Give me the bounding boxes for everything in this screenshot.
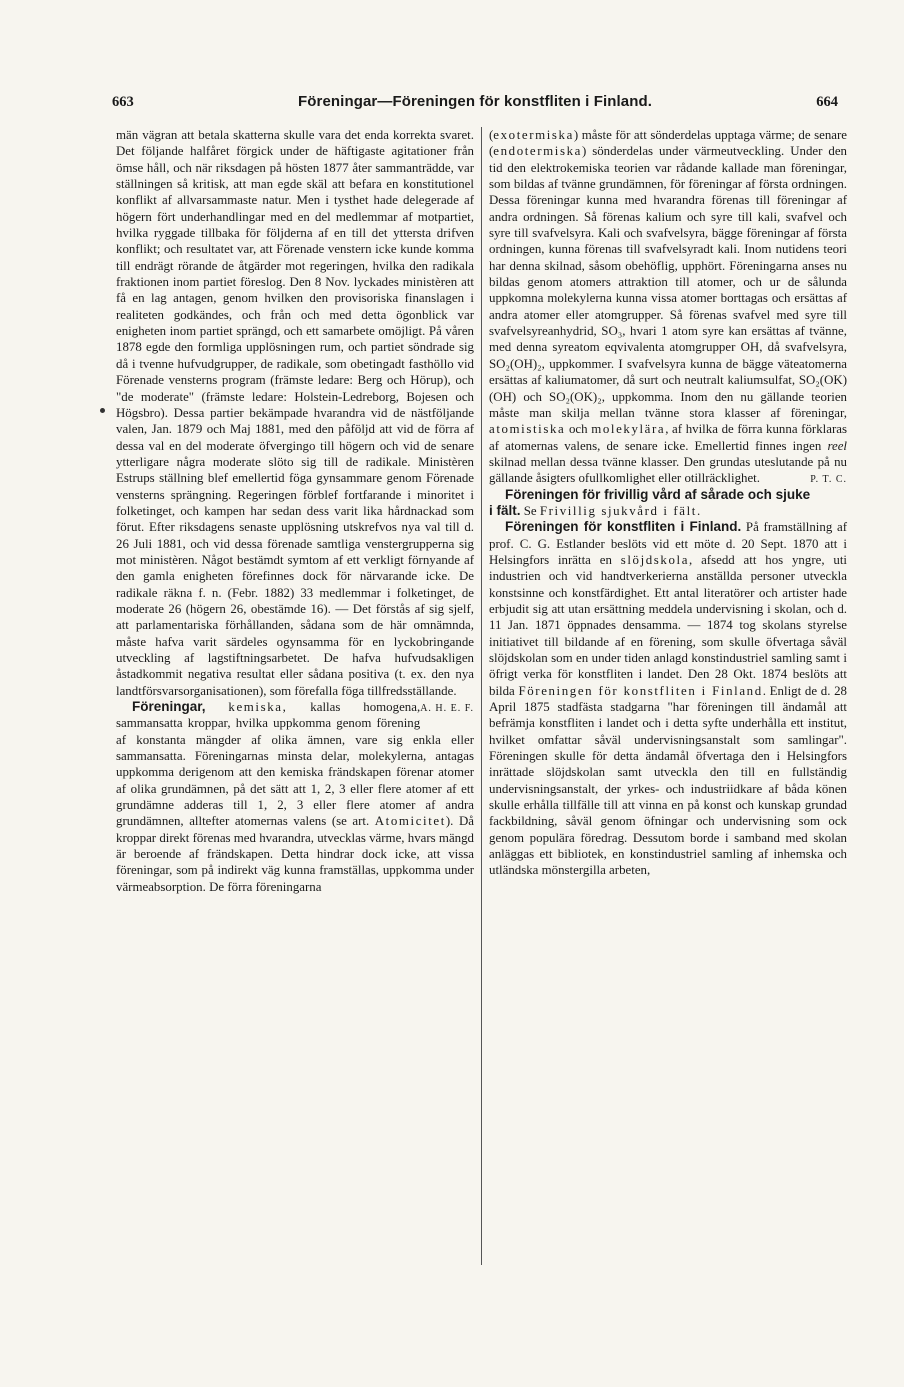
author-signature: P. T. C. [810, 474, 847, 486]
cross-reference: Atomicitet [374, 814, 446, 829]
right-column [489, 127, 847, 879]
entry-foreningar-continued: (exotermiska) måste för att sönderdelas upptaga värme; de senare (endotermiska) sönderdelas under värmeutveckling. Under den tid den elektrokemiska teorien var rådande kallade man föreningar, som bildas af tvänne grundämnen, för föreningar af första ordningen. Dessa föreningar kunna med hvarandra förenas till föreningar af andra ordningen. Så förenas kalium och syre till kali, svafvel och syre till svafvelsyra. Kali och svafvelsyra, bägge föreningar af första ordningen, kunna förenas till svafvelsyradt kali. Inom nutidens teori har denna skilnad, såsom obehöflig, upphört. Föreningarna anses nu bildas genom atomers attraktion till atomer, och ur de sålunda uppkomna molekylerna kunna vissa atomer borttagas och ersättas af andra atomer eller atomgrupper. Så förenas svafvel med syre till svafvelsyreanhydrid, SO₃, hvari 1 atom syre kan ersättas af tvänne, med denna syreatom eqvivalenta atomgrupper OH, då svafvelsyra, SO₂(OH)₂, uppkommer. I svafvelsyra kunna de bägge väteatomerna ersättas af kaliumatomer, då surt och neutralt kaliumsulfat, SO₂(OK)(OH) och SO₂(OK)₂, uppkomma. Inom den nu gällande teorien måste man skilja mellan tvänne stora klasser af föreningar, atomistiska och molekylära, af hvilka de förra kunna förklaras af atomernas valens, de senare icke. Emellertid finnes ingen reel skilnad mellan dessa tvänne klasser. Den grundas uteslutande på nu gällande åsigters ofullkomlighet eller otillräcklighet. P. T. C. [489, 127, 847, 487]
running-title: Föreningar—Föreningen för konstfliten i Finland. [298, 93, 652, 110]
page-header [112, 94, 838, 114]
entry-frivillig-vard: Föreningen för frivillig vård af sårade och sjuke i fält. Se Frivillig sjukvård i fält. [489, 486, 811, 518]
cross-reference: Frivillig sjukvård i fält [539, 503, 697, 518]
headword: Föreningar, [132, 699, 206, 715]
column-divider [481, 127, 482, 1265]
page-number-left: 663 [112, 94, 134, 110]
margin-mark [100, 408, 105, 413]
paragraph-danish-politics: män vägran att betala skatterna skulle vara det enda korrekta svaret. Det följande halfåret förgick under de häftigaste agitationer från ömse håll, och när riksdagen på hösten 1877 åter sammanträdde, var ställningen så kritisk, att man egde skäl att befara en konstitutionel konflikt af allvarsammaste natur. Men i tysthet hade delegerade af högern fört underhandlingar med en del medlemmar af motpartiet, hvilka ryggade tillbaka för följderna af en till det yttersta drifven konflikt; och resultatet var, att Förenade venstern icke kunde komma till endrägt rörande de åtgärder mot regeringen, hvilka den radikala fraktionen inom partiet föreslog. Den 8 Nov. lyckades ministèren att få en lag antagen, genom hvilken den provisoriska finanslagen i realiteten godkändes, och från och med detta ögonblick var enigheten inom partiet sprängd, och ett samarbete omöjligt. På våren 1878 egde den formliga upplösningen rum, och partiet söndrade sig då i tvenne hufvudgrupper, de radikale, som obetingadt fasthöllo vid Förenade vensterns program (främste ledare: Berg och Hörup), och "de moderate" (främste ledare: Holstein-Ledreborg, Bojesen och Högsbro). Dessa partier bekämpade hvarandra vid de nästföljande valen, Jan. 1879 och Maj 1881, med den påföljd att vid de förra af dessa val en del moderate öfvergingo till högern och vid de senare ytterligare några moderate slöto sig till de radikale. Ministèren Estrups ställning blef emellertid föga gynsammare genom Förenade vensterns sprängning. Regeringen förblef fortfarande i minoritet i folketinget, och kampen har sedan dess varit lika hårdnackad som förut. Efter riksdagens senaste upplösning utskrefvos nya val till d. 26 Juli 1881, och vid dessa förenade samtliga venstergrupperna sig mot ministèren. Något bestämdt symtom af ett verkligt förnyande af den gamla enigheten förefinnes dock för närvarande icke. De radikale räkna f. n. (Febr. 1882) 33 medlemmar i folketinget, de moderate 26 (högern 26, obestämde 16). — Det förstås af sig sjelf, att parlamentariska förhållanden, sådana som de här omnämnda, måste hafva varit särdeles ogynsamma för en lyckobringande utveckling af lagstiftningsarbetet. De hafva hufvudsakligen åstadkommit negativa resultat eller sådana positiva (t. ex. den nya landtförsvarsorganisationen), som förefalla föga tillfredsställande. A. H. E. F. [116, 127, 474, 699]
headword: Föreningen för frivillig vård af sårade och sjuke i fält. [489, 486, 811, 518]
page-number-right: 664 [816, 94, 838, 110]
author-signature: A. H. E. F. [420, 703, 474, 715]
entry-konstfliten: Föreningen för konstfliten i Finland. På framställning af prof. C. G. Estlander beslöts vid ett möte d. 20 Sept. 1870 att i Helsingfors inrätta en slöjdskola, afsedd att hos yngre, uti industrien och vid handtverkerierna anställda personer utveckla konstsinne och konstfärdighet. Ett antal literatörer och artister hade erbjudit sig att utan ersättning meddela undervisning i skolan, och d. 11 Jan. 1871 öppnades densamma. — 1874 tog skolans styrelse initiativet till bildande af en förening, som skulle öfvertaga såväl slöjdskolan som en under tiden anlagd konstindustriel samling samt i öfrigt verka för konstfliten i landet. Den 28 Okt. 1874 beslöts att bilda Föreningen för konstfliten i Finland. Enligt de d. 28 April 1875 stadfästa stadgarna "har föreningen till ändamål att befrämja konstfliten i landet och i detta syfte underhålla ett institut, hvilket omfattar såväl undervisningsanstalt som samlingar". Föreningen skulle för detta ändamål öfvertaga den i Helsingfors inrättade slöjdskolan samt utveckla den till en fullständig undervisningsanstalt, der yrkes- och industriidkare af båda könen skulle erhålla tillfälle till att vinna en på konst och kunskap grundad fackbildning, såväl genom öfningar och undervisning som ock genom populära föredrag. Dessutom borde i samband med skolan anläggas ett bibliotek, en konstindustriel samling af inhemska och utländska mönstergilla arbeten, [489, 519, 848, 878]
headword: Föreningen för konstfliten i Finland. [505, 519, 742, 535]
left-column [116, 127, 474, 895]
entry-foreningar-kemiska: Föreningar, kemiska, kallas homogena, sammansatta kroppar, hvilka uppkomma genom förening af konstanta mängder af olika ämnen, vare sig enkla eller sammansatta. Föreningarnas minsta delar, molekylerna, antagas uppkomma derigenom att den kemiska frändskapen förenar atomer af olika grundämnen, på det sätt att 1, 2, 3 eller flere atomer af ett grundämne adderas till 1, 2, 3 eller flere atomer af andra grundämnen, alltefter atomernas valens (se art. Atomicitet). Då kroppar direkt förenas med hvarandra, utvecklas värme, hvars mängd är beroende af frändskapen. Detta hindrar dock icke, att vissa föreningar, som på indirekt väg kunna framställas, uppkomma under värmeabsorption. De förra föreningarna [116, 699, 474, 894]
